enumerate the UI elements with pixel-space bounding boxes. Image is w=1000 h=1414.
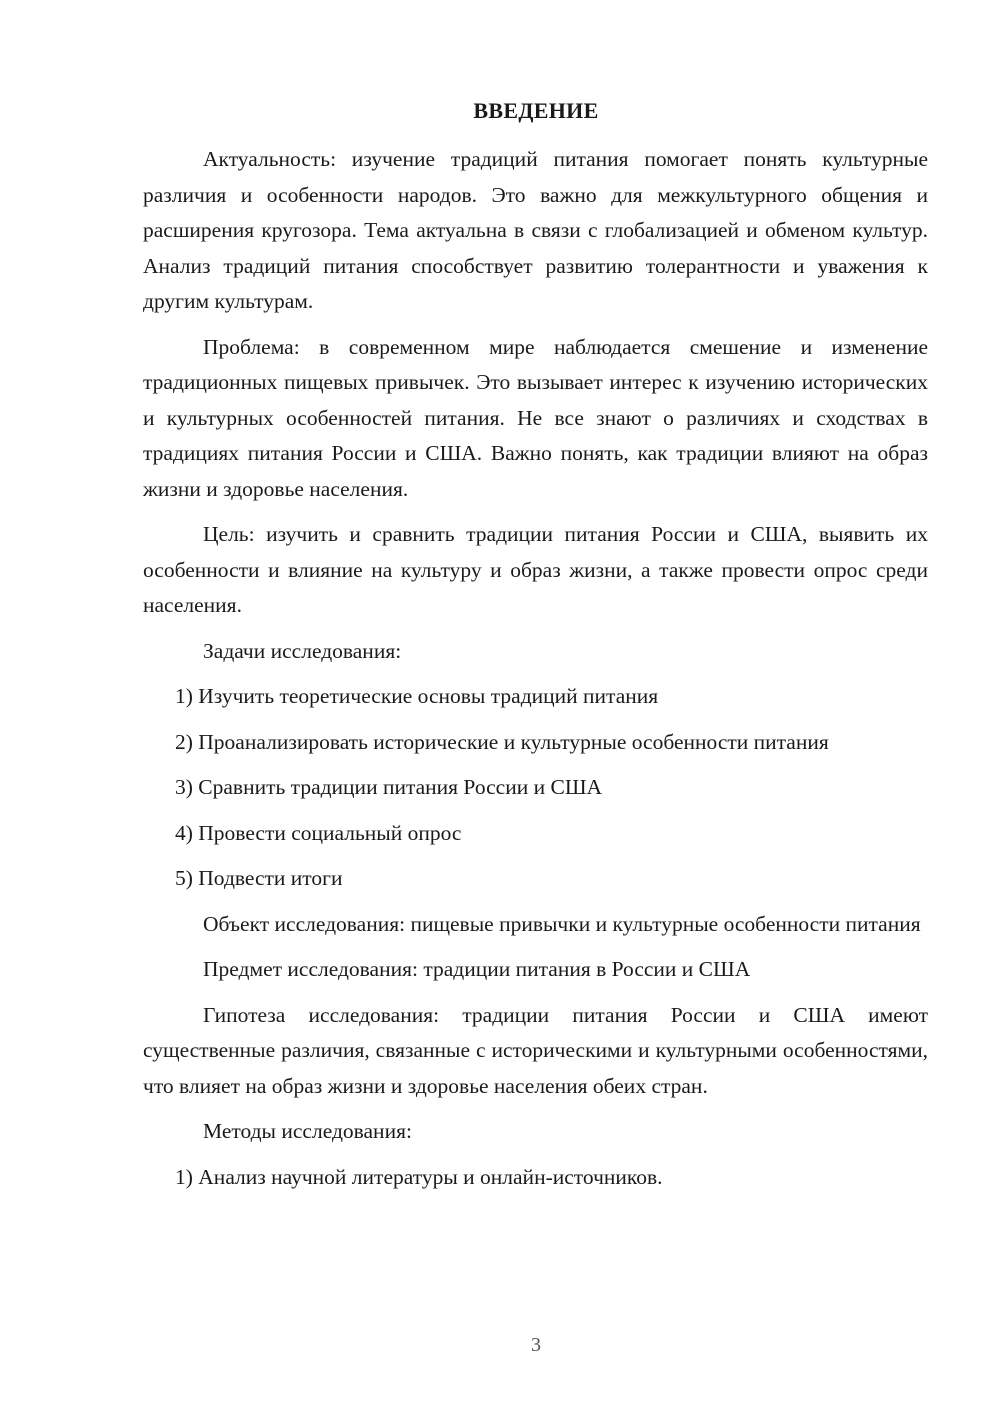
task-item: 4) Провести социальный опрос [175, 820, 462, 845]
subject-paragraph: Предмет исследования: традиции питания в России и США [203, 957, 751, 981]
task-item: 5) Подвести итоги [175, 866, 343, 890]
page-number: 3 [531, 1334, 541, 1356]
goal-paragraph: Цель: изучить и сравнить традиции питания России и США, выявить их особенности и влияние на культуру и образ жизни, а также провести опрос среди населения. [143, 522, 928, 617]
section-heading: ВВЕДЕНИЕ [473, 98, 599, 123]
relevance-paragraph: Актуальность: изучение традиций питания помогает понять культурные различия и особенности народов. Это важно для межкультурного общения и расширения кругозора. Тема актуальна в связи с глобализацией и обменом культур. Анализ традиций питания способствует развитию толерантности и уважения к другим культурам. [143, 147, 928, 313]
task-item: 2) Проанализировать исторические и культурные особенности питания [175, 729, 829, 754]
method-item: 1) Анализ научной литературы и онлайн-источников. [175, 1164, 663, 1189]
object-paragraph: Объект исследования: пищевые привычки и культурные особенности питания [203, 911, 921, 936]
task-item: 3) Сравнить традиции питания России и США [175, 775, 603, 799]
tasks-title: Задачи исследования: [203, 638, 402, 663]
methods-title: Методы исследования: [203, 1119, 412, 1143]
problem-paragraph: Проблема: в современном мире наблюдается смешение и изменение традиционных пищевых привычек. Это вызывает интерес к изучению исторических и культурных особенностей питания. Не все знают о различиях и сходствах в традициях питания России и США. Важно понять, как традиции влияют на образ жизни и здоровье населения. [143, 334, 928, 501]
document-body [143, 142, 928, 1205]
task-item: 1) Изучить теоретические основы традиций питания [175, 684, 659, 708]
hypothesis-paragraph: Гипотеза исследования: традиции питания России и США имеют существенные различия, связанные с историческими и культурными особенностями, что влияет на образ жизни и здоровье населения обеих стран. [143, 1002, 928, 1098]
